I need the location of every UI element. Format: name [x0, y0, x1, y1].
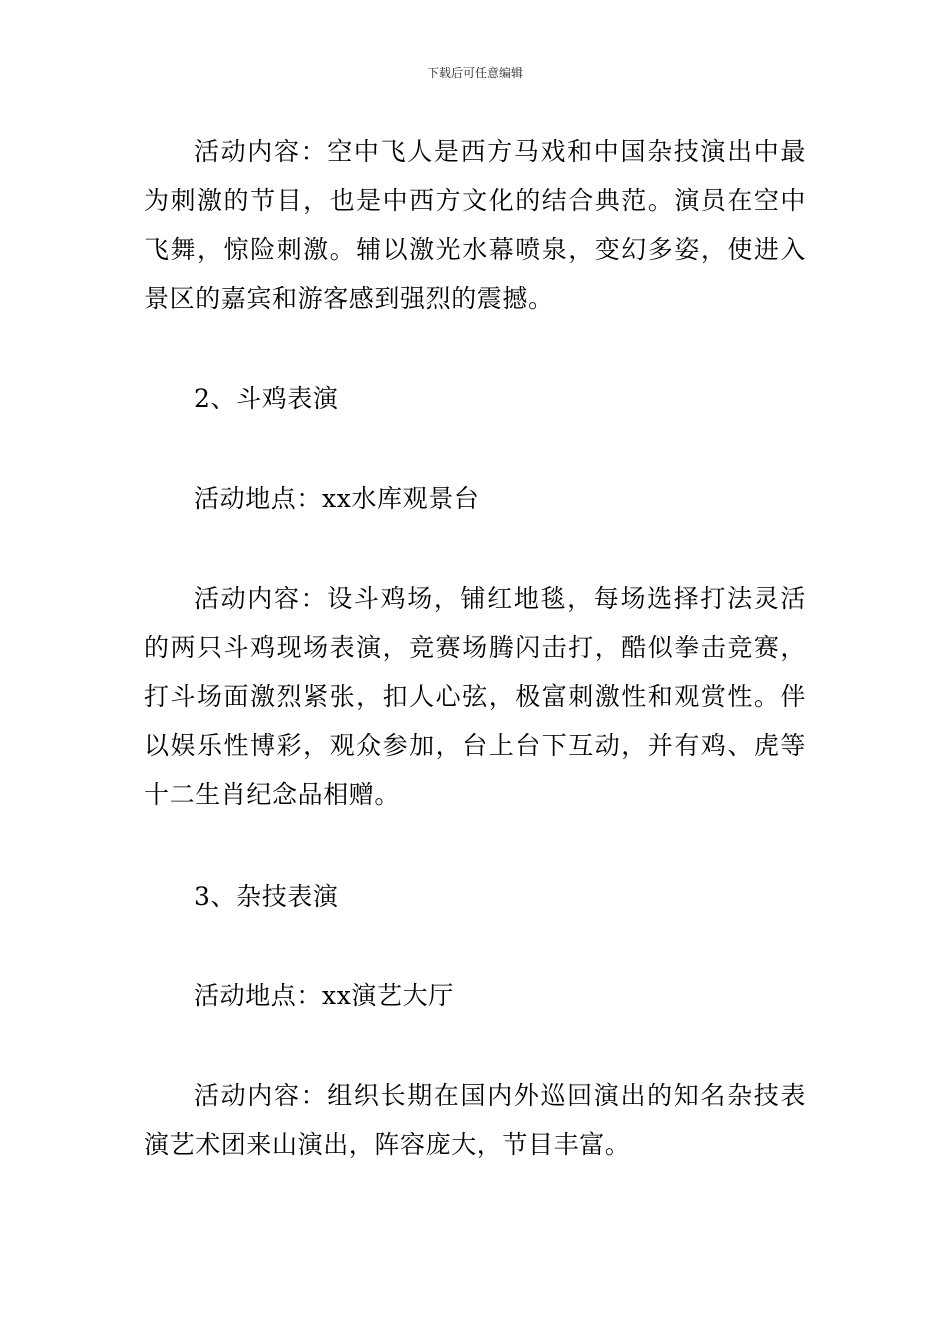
- paragraph-cockfight-content: 活动内容：设斗鸡场，铺红地毯，每场选择打法灵活的两只斗鸡现场表演，竞赛场腾闪击打，酷似拳击竞赛，打斗场面激烈紧张，扣人心弦，极富刺激性和观赏性。伴以娱乐性博彩，观众参加，台上台下互动，并有鸡、虎等十二生肖纪念品相赠。: [144, 584, 806, 809]
- paragraph-acrobatics-content: 活动内容：组织长期在国内外巡回演出的知名杂技表演艺术团来山演出，阵容庞大，节目丰富。: [144, 1081, 806, 1159]
- section-heading-cockfight: 2、斗鸡表演: [194, 384, 339, 413]
- paragraph-cockfight-location: 活动地点：xx水库观景台: [194, 484, 480, 513]
- section-heading-acrobatics: 3、杂技表演: [194, 882, 339, 911]
- paragraph-flying-act-content: 活动内容：空中飞人是西方马戏和中国杂技演出中最为刺激的节目，也是中西方文化的结合典范。演员在空中飞舞，惊险刺激。辅以激光水幕喷泉，变幻多姿，使进入景区的嘉宾和游客感到强烈的震撼。: [144, 137, 806, 313]
- paragraph-acrobatics-location: 活动地点：xx演艺大厅: [194, 981, 454, 1010]
- page-header-note: 下载后可任意编辑: [426, 66, 523, 80]
